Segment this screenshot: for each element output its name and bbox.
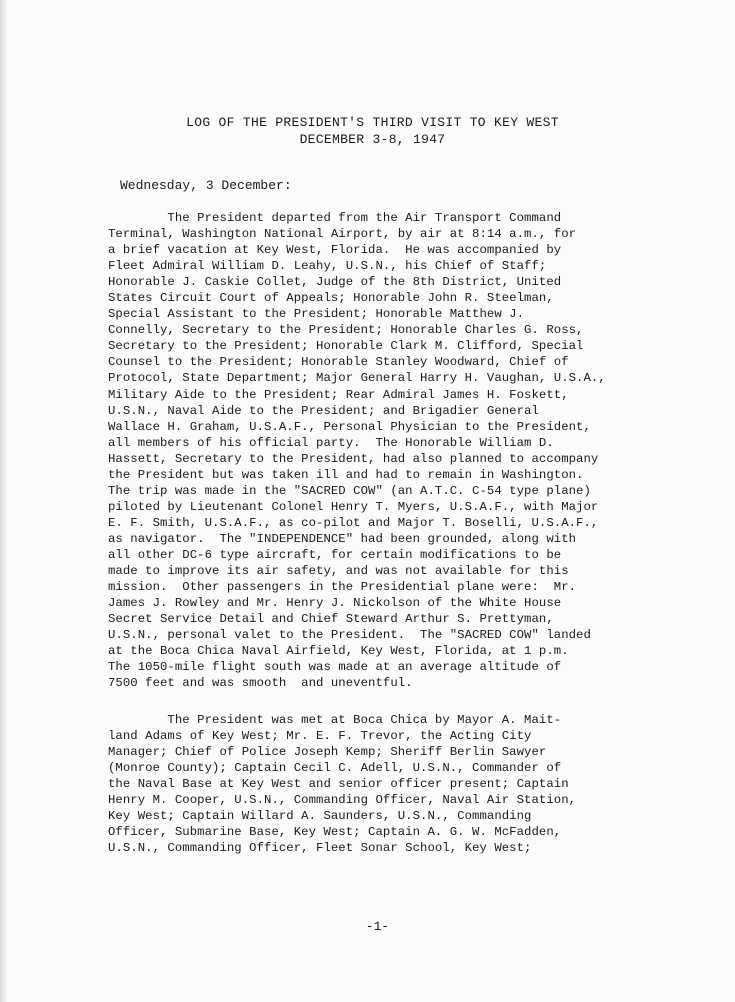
text-line: Protocol, State Department; Major General Harry H. Vaughan, U.S.A., bbox=[108, 371, 606, 386]
text-line: U.S.N., personal valet to the President. The "SACRED COW" landed bbox=[108, 628, 591, 643]
text-line: James J. Rowley and Mr. Henry J. Nickolson of the White House bbox=[108, 596, 562, 611]
text-line: Military Aide to the President; Rear Admiral James H. Foskett, bbox=[108, 387, 569, 402]
text-line: at the Boca Chica Naval Airfield, Key West, Florida, at 1 p.m. bbox=[108, 644, 569, 659]
text-line: Hassett, Secretary to the President, had also planned to accompany bbox=[108, 451, 599, 466]
text-line: (Monroe County); Captain Cecil C. Adell, U.S.N., Commander of bbox=[108, 761, 562, 776]
text-line: piloted by Lieutenant Colonel Henry T. Myers, U.S.A.F., with Major bbox=[108, 499, 599, 514]
text-line: Officer, Submarine Base, Key West; Captain A. G. W. McFadden, bbox=[108, 825, 562, 840]
text-line: U.S.N., Naval Aide to the President; and Brigadier General bbox=[108, 403, 539, 418]
page-edge-shadow bbox=[0, 0, 8, 1002]
title-line-2: DECEMBER 3-8, 1947 bbox=[299, 132, 446, 147]
text-line: Honorable J. Caskie Collet, Judge of the 8th District, United bbox=[108, 275, 562, 290]
text-line: Counsel to the President; Honorable Stanley Woodward, Chief of bbox=[108, 355, 569, 370]
text-line: Secretary to the President; Honorable Clark M. Clifford, Special bbox=[108, 339, 584, 354]
text-line: as navigator. The "INDEPENDENCE" had been grounded, along with bbox=[108, 531, 577, 546]
page-number: -1- bbox=[365, 919, 390, 934]
text-line: land Adams of Key West; Mr. E. F. Trevor, the Acting City bbox=[108, 729, 532, 744]
text-line: The President departed from the Air Transport Command bbox=[108, 211, 562, 225]
text-line: the President but was taken ill and had to remain in Washington. bbox=[108, 467, 584, 482]
text-line: The 1050-mile flight south was made at an average altitude of bbox=[108, 660, 562, 675]
paragraph-2 bbox=[108, 712, 708, 856]
text-line: Henry M. Cooper, U.S.N., Commanding Officer, Naval Air Station, bbox=[108, 793, 577, 808]
text-line: Manager; Chief of Police Joseph Kemp; Sheriff Berlin Sawyer bbox=[108, 745, 547, 760]
text-line: Connelly, Secretary to the President; Honorable Charles G. Ross, bbox=[108, 323, 584, 338]
text-line: all other DC-6 type aircraft, for certain modifications to be bbox=[108, 547, 562, 562]
text-line: Special Assistant to the President; Honorable Matthew J. bbox=[108, 307, 525, 322]
text-line: States Circuit Court of Appeals; Honorable John R. Steelman, bbox=[108, 291, 554, 306]
text-line: mission. Other passengers in the Presidential plane were: Mr. bbox=[108, 580, 577, 595]
text-line: Terminal, Washington National Airport, by air at 8:14 a.m., for bbox=[108, 227, 577, 242]
text-line: The trip was made in the "SACRED COW" (an A.T.C. C-54 type plane) bbox=[108, 483, 591, 498]
document-title bbox=[0, 114, 735, 148]
text-line: The President was met at Boca Chica by Mayor A. Mait- bbox=[108, 713, 562, 727]
text-line: all members of his official party. The Honorable William D. bbox=[108, 435, 554, 450]
text-line: Key West; Captain Willard A. Saunders, U.S.N., Commanding bbox=[108, 809, 532, 824]
text-line: 7500 feet and was smooth and uneventful. bbox=[108, 676, 413, 691]
text-line: U.S.N., Commanding Officer, Fleet Sonar School, Key West; bbox=[108, 841, 532, 856]
dateline: Wednesday, 3 December: bbox=[120, 178, 292, 193]
text-line: made to improve its air safety, and was not available for this bbox=[108, 564, 569, 579]
text-line: Wallace H. Graham, U.S.A.F., Personal Physician to the President, bbox=[108, 419, 591, 434]
text-line: Secret Service Detail and Chief Steward Arthur S. Prettyman, bbox=[108, 612, 554, 627]
paragraph-1 bbox=[108, 210, 708, 691]
text-line: a brief vacation at Key West, Florida. He was accompanied by bbox=[108, 243, 562, 258]
title-line-1: LOG OF THE PRESIDENT'S THIRD VISIT TO KEY WEST bbox=[186, 115, 559, 130]
text-line: the Naval Base at Key West and senior officer present; Captain bbox=[108, 777, 569, 792]
text-line: E. F. Smith, U.S.A.F., as co-pilot and Major T. Boselli, U.S.A.F., bbox=[108, 515, 599, 530]
text-line: Fleet Admiral William D. Leahy, U.S.N., his Chief of Staff; bbox=[108, 259, 547, 274]
